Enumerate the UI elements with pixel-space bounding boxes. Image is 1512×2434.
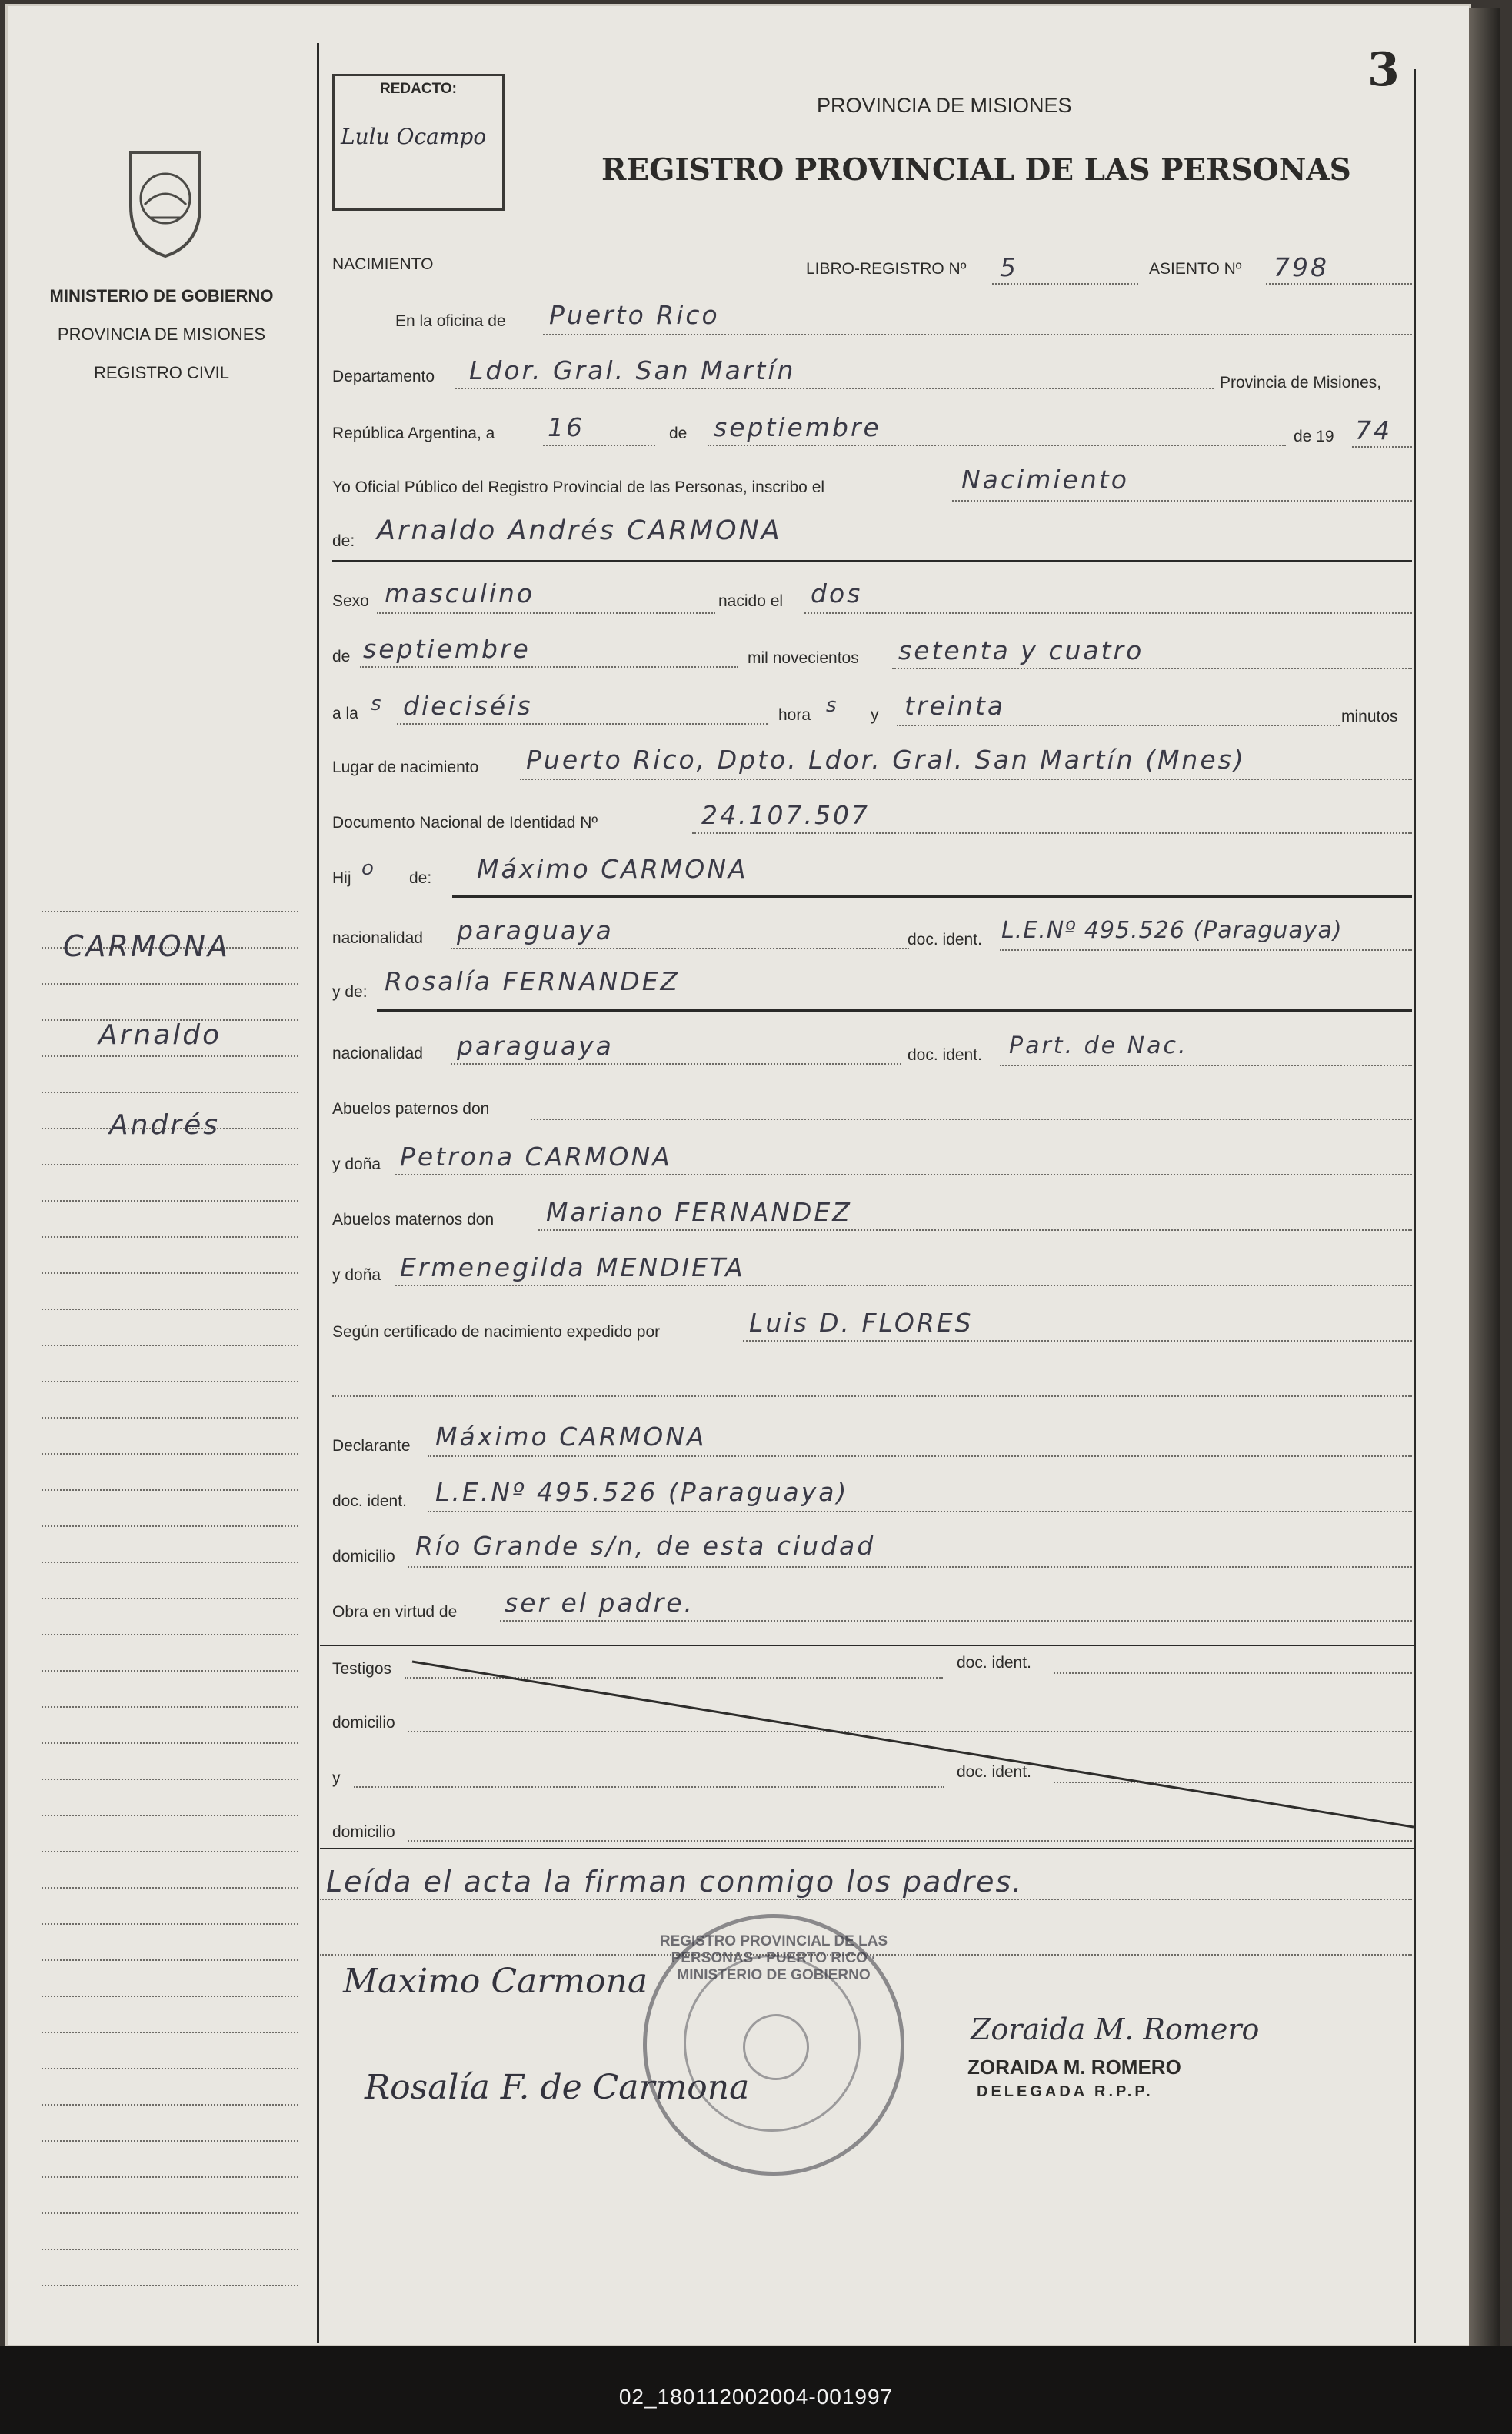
margin-rule bbox=[42, 1598, 298, 1599]
margin-rule bbox=[42, 1489, 298, 1491]
margin-rule bbox=[42, 1851, 298, 1852]
abpat-dona-line bbox=[395, 1174, 1412, 1175]
seal-emblem-icon bbox=[743, 2014, 809, 2080]
abmat-don-value: Mariano FERNANDEZ bbox=[546, 1197, 852, 1227]
margin-rule bbox=[42, 1381, 298, 1382]
ministry-label: MINISTERIO DE GOBIERNO bbox=[49, 286, 274, 305]
margin-rule bbox=[42, 983, 298, 985]
sexo-line bbox=[377, 612, 715, 614]
republica-label: República Argentina, a bbox=[332, 425, 495, 442]
oficina-line bbox=[543, 334, 1412, 335]
asiento-line bbox=[1266, 283, 1412, 285]
hijo-suffix: o bbox=[361, 857, 376, 880]
de-label: de bbox=[669, 425, 688, 442]
year-value: 74 bbox=[1355, 415, 1392, 445]
margin-first-name: Arnaldo bbox=[98, 1019, 222, 1051]
officer-signature: Zoraida M. Romero bbox=[971, 2012, 1260, 2046]
section-label: NACIMIENTO bbox=[332, 255, 434, 273]
abpat-dona-label: y doña bbox=[332, 1155, 381, 1173]
provincia-suffix: Provincia de Misiones, bbox=[1220, 374, 1382, 392]
asiento-label: ASIENTO Nº bbox=[1149, 260, 1242, 278]
header-province: PROVINCIA DE MISIONES bbox=[817, 94, 1072, 117]
margin-rule bbox=[42, 2140, 298, 2142]
inscribo-label: Yo Oficial Público del Registro Provincial de las Personas, inscribo el bbox=[332, 478, 825, 496]
inscribo-line bbox=[952, 500, 1412, 502]
margin-rule bbox=[42, 2176, 298, 2178]
depto-value: Ldor. Gral. San Martín bbox=[469, 355, 796, 385]
margin-second-name: Andrés bbox=[109, 1109, 220, 1141]
year-line bbox=[1352, 446, 1412, 448]
office-label: REGISTRO CIVIL bbox=[93, 363, 230, 382]
margin-surname: CARMONA bbox=[63, 929, 231, 963]
depto-line bbox=[455, 388, 1214, 389]
obra-line bbox=[500, 1620, 1412, 1622]
hora-line bbox=[397, 723, 768, 725]
madre-doc-line bbox=[1000, 1065, 1412, 1066]
padre-nac-label: nacionalidad bbox=[332, 929, 423, 947]
dni-value: 24.107.507 bbox=[701, 800, 870, 830]
declarante-label: Declarante bbox=[332, 1437, 411, 1455]
lugar-line bbox=[520, 779, 1412, 780]
obra-label: Obra en virtud de bbox=[332, 1603, 458, 1621]
officer-title: DELEGADA R.P.P. bbox=[977, 2083, 1154, 2100]
margin-rule bbox=[42, 1670, 298, 1672]
abmat-don-line bbox=[538, 1229, 1412, 1231]
hijo-de-label: de: bbox=[409, 869, 432, 887]
oficina-value: Puerto Rico bbox=[549, 300, 720, 330]
domicilio-line bbox=[408, 1566, 1412, 1568]
margin-rule bbox=[42, 911, 298, 912]
libro-value: 5 bbox=[1000, 252, 1018, 282]
t-domicilio2-label: domicilio bbox=[332, 1823, 395, 1841]
margin-rule bbox=[42, 1562, 298, 1563]
t-domicilio-label: domicilio bbox=[332, 1714, 395, 1732]
hijo-label: Hij bbox=[332, 869, 351, 887]
abpat-label: Abuelos paternos don bbox=[332, 1100, 490, 1118]
margin-rule bbox=[42, 1959, 298, 1961]
father-signature: Maximo Carmona bbox=[343, 1962, 648, 2001]
declarante-value: Máximo CARMONA bbox=[435, 1422, 707, 1452]
margin-rule bbox=[42, 1923, 298, 1925]
domicilio-value: Río Grande s/n, de esta ciudad bbox=[415, 1531, 876, 1561]
alas-label: a la bbox=[332, 705, 358, 722]
month-value: septiembre bbox=[714, 412, 881, 442]
redacto-box bbox=[332, 74, 505, 211]
margin-rule bbox=[42, 1092, 298, 1093]
nacido-month: septiembre bbox=[363, 634, 531, 664]
abmat-dona-line bbox=[395, 1285, 1412, 1286]
domicilio-label: domicilio bbox=[332, 1548, 395, 1565]
abmat-dona-label: y doña bbox=[332, 1266, 381, 1284]
padre-doc-label: doc. ident. bbox=[908, 931, 982, 949]
madre-nac-value: paraguaya bbox=[457, 1031, 614, 1061]
nacido-value: dos bbox=[811, 578, 863, 608]
obra-value: ser el padre. bbox=[505, 1588, 694, 1618]
testigos-bottom-rule bbox=[320, 1848, 1414, 1849]
madre-nac-line bbox=[451, 1063, 901, 1065]
margin-rule bbox=[42, 2285, 298, 2286]
madre-nac-label: nacionalidad bbox=[332, 1045, 423, 1062]
t-docident-label: doc. ident. bbox=[957, 1654, 1031, 1672]
mil-label: mil novecientos bbox=[748, 649, 859, 667]
de3-label: de bbox=[332, 648, 351, 665]
hora-value: dieciséis bbox=[403, 691, 533, 721]
lugar-label: Lugar de nacimiento bbox=[332, 759, 479, 776]
depto-label: Departamento bbox=[332, 368, 435, 385]
registry-seal bbox=[643, 1914, 904, 2176]
mother-signature: Rosalía F. de Carmona bbox=[365, 2068, 750, 2107]
margin-rule bbox=[42, 1345, 298, 1346]
mil-value: setenta y cuatro bbox=[898, 635, 1144, 665]
header-title: REGISTRO PROVINCIAL DE LAS PERSONAS bbox=[601, 152, 1351, 188]
name-value: Arnaldo Andrés CARMONA bbox=[377, 515, 782, 546]
madre-value: Rosalía FERNANDEZ bbox=[385, 966, 681, 996]
decl-doc-label: doc. ident. bbox=[332, 1492, 407, 1510]
de2-label: de: bbox=[332, 532, 355, 550]
year-label: de 19 bbox=[1294, 428, 1334, 445]
mil-line bbox=[892, 668, 1412, 669]
asiento-value: 798 bbox=[1274, 252, 1329, 282]
nacido-label: nacido el bbox=[718, 592, 784, 610]
closing-text: Leída el acta la firman conmigo los padres. bbox=[326, 1865, 1024, 1899]
province-label-left: PROVINCIA DE MISIONES bbox=[57, 325, 266, 344]
column-rule-right bbox=[1414, 69, 1416, 2343]
margin-rule bbox=[42, 2212, 298, 2214]
abmat-dona-value: Ermenegilda MENDIETA bbox=[400, 1252, 745, 1282]
margin-rule bbox=[42, 1417, 298, 1419]
margin-rule bbox=[42, 2032, 298, 2033]
book-edge bbox=[1469, 8, 1500, 2346]
padre-doc-line bbox=[1000, 949, 1412, 951]
oficina-label: En la oficina de bbox=[395, 312, 506, 330]
abmat-label: Abuelos maternos don bbox=[332, 1211, 495, 1229]
margin-rule bbox=[42, 1815, 298, 1816]
dni-label: Documento Nacional de Identidad Nº bbox=[332, 814, 598, 832]
seal-text: REGISTRO PROVINCIAL DE LAS PERSONAS · PUERTO RICO · MINISTERIO DE GOBIERNO bbox=[659, 1933, 888, 1983]
cert-line bbox=[743, 1340, 1412, 1342]
name-underline bbox=[332, 560, 1412, 562]
alas-suffix: s bbox=[371, 692, 384, 715]
closing-line bbox=[320, 1899, 1412, 1900]
t-y-label: y bbox=[332, 1769, 341, 1787]
minutos-value: treinta bbox=[904, 691, 1006, 721]
t-docident2-label: doc. ident. bbox=[957, 1763, 1031, 1781]
inscribo-value: Nacimiento bbox=[961, 465, 1129, 495]
margin-rule bbox=[42, 1779, 298, 1780]
margin-rule bbox=[42, 1525, 298, 1527]
margin-rule bbox=[42, 1706, 298, 1708]
padre-doc-value: L.E.Nº 495.526 (Paraguaya) bbox=[1001, 917, 1343, 944]
testigos-cancel-stroke bbox=[320, 1646, 1414, 1846]
decl-doc-line bbox=[428, 1511, 1412, 1512]
lugar-value: Puerto Rico, Dpto. Ldor. Gral. San Martín (Mnes) bbox=[526, 745, 1246, 775]
margin-rule bbox=[42, 1309, 298, 1310]
sexo-label: Sexo bbox=[332, 592, 369, 610]
hora-label: hora bbox=[778, 706, 811, 724]
redacto-signature: Lulu Ocampo bbox=[341, 124, 487, 149]
redacto-label: REDACTO: bbox=[380, 81, 457, 97]
padre-value: Máximo CARMONA bbox=[477, 854, 748, 884]
margin-rule bbox=[42, 2104, 298, 2106]
margin-rule bbox=[42, 1742, 298, 1744]
libro-label: LIBRO-REGISTRO Nº bbox=[806, 260, 967, 278]
dni-line bbox=[692, 832, 1412, 834]
margin-rule bbox=[42, 1453, 298, 1455]
margin-rule bbox=[42, 2068, 298, 2069]
margin-rule bbox=[42, 1634, 298, 1635]
margin-rule bbox=[42, 1272, 298, 1274]
page-number: 3 bbox=[1367, 43, 1400, 97]
nacido-month-line bbox=[360, 666, 738, 668]
margin-rule bbox=[42, 1236, 298, 1238]
nacido-line bbox=[804, 612, 1412, 614]
officer-name: ZORAIDA M. ROMERO bbox=[967, 2056, 1181, 2079]
column-rule-left bbox=[317, 43, 319, 2343]
cert-label: Según certificado de nacimiento expedido por bbox=[332, 1323, 661, 1341]
margin-rule bbox=[42, 1055, 298, 1057]
declarante-line bbox=[428, 1455, 1412, 1457]
margin-rule bbox=[42, 1996, 298, 1997]
madre-doc-label: doc. ident. bbox=[908, 1046, 982, 1064]
yde-label: y de: bbox=[332, 983, 368, 1001]
libro-line bbox=[992, 283, 1138, 285]
ministry-crest-icon bbox=[115, 145, 215, 260]
blank-line bbox=[332, 1395, 1412, 1397]
madre-underline bbox=[377, 1009, 1412, 1012]
minutos-line bbox=[897, 725, 1340, 726]
madre-doc-value: Part. de Nac. bbox=[1009, 1032, 1188, 1059]
day-value: 16 bbox=[548, 412, 584, 442]
day-line bbox=[543, 445, 655, 446]
y-label: y bbox=[871, 706, 879, 724]
margin-rule bbox=[42, 1164, 298, 1165]
decl-doc-value: L.E.Nº 495.526 (Paraguaya) bbox=[435, 1477, 849, 1507]
sexo-value: masculino bbox=[385, 578, 535, 608]
hora-suffix: s bbox=[826, 694, 839, 717]
minutos-label: minutos bbox=[1341, 708, 1398, 725]
month-line bbox=[708, 445, 1286, 446]
margin-rule bbox=[42, 1200, 298, 1202]
padre-nac-value: paraguaya bbox=[457, 915, 614, 945]
margin-rule bbox=[42, 1887, 298, 1889]
padre-nac-line bbox=[451, 948, 909, 949]
abpat-dona-value: Petrona CARMONA bbox=[400, 1142, 672, 1172]
cert-value: Luis D. FLORES bbox=[749, 1308, 974, 1338]
padre-underline bbox=[452, 895, 1412, 898]
margin-rule bbox=[42, 2249, 298, 2250]
testigos-label: Testigos bbox=[332, 1660, 392, 1678]
abpat-don-line bbox=[531, 1119, 1412, 1120]
scan-filename: 02_180112002004-001997 bbox=[618, 2385, 894, 2409]
